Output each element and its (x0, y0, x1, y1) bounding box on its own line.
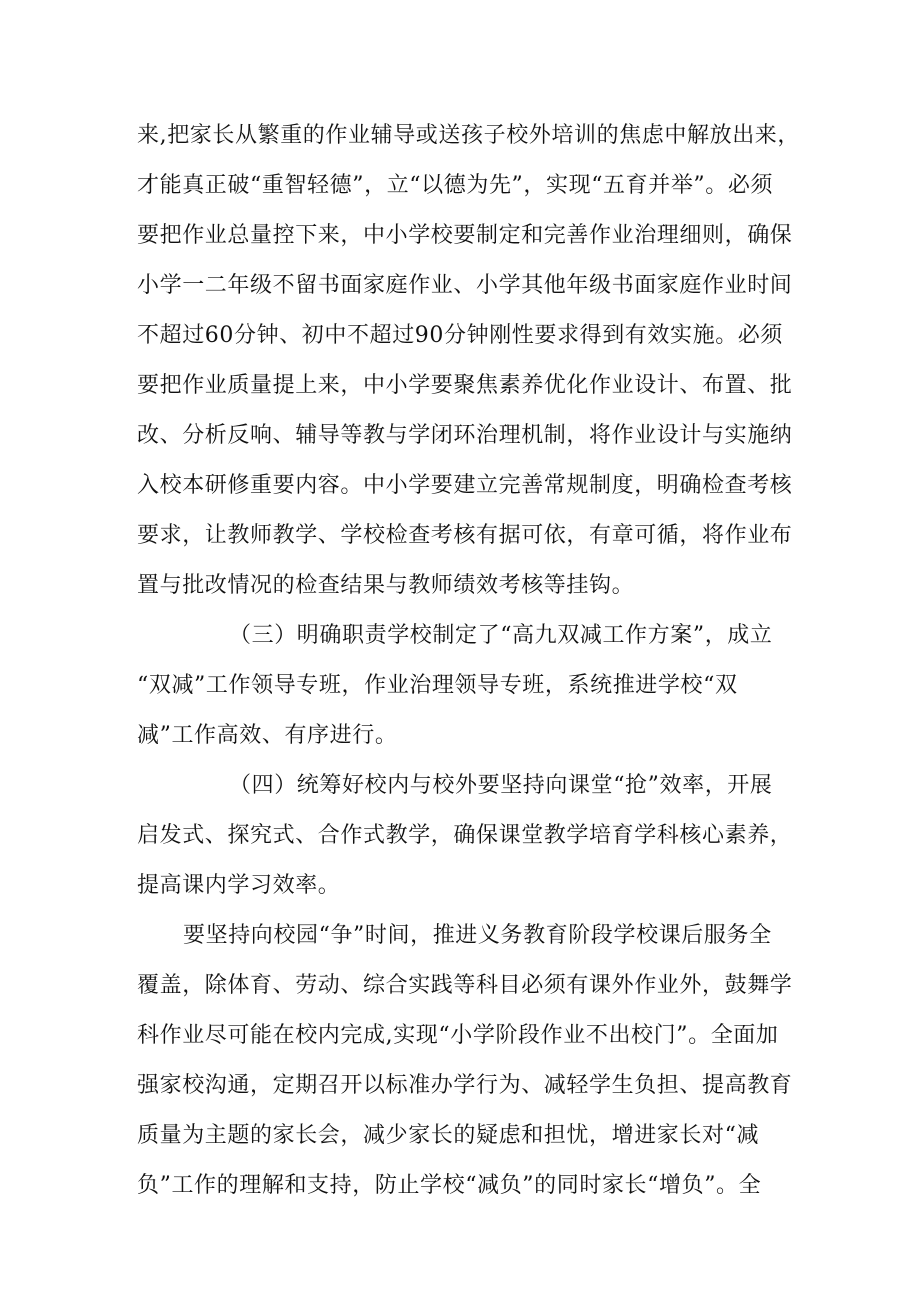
text-line: 提高课内学习效率。 (137, 873, 341, 898)
text-line: 改、分析反响、辅导等教与学闭环治理机制，将作业设计与实施纳 (137, 423, 793, 448)
text-line: 才能真正破“重智轻德”，立“以德为先”，实现“五育并举”。必须 (137, 173, 774, 198)
text-line: “双减”工作领导专班，作业治理领导专班，系统推进学校“双 (137, 673, 738, 698)
text-line: 启发式、探究式、合作式教学，确保课堂教学培育学科核心素养， (137, 823, 793, 848)
text-line: 不超过60分钟、初中不超过90分钟刚性要求得到有效实施。必须 (137, 323, 783, 348)
text-line: 科作业尽可能在校内完成,实现“小学阶段作业不出校门”。全面加 (137, 1023, 779, 1048)
section-heading-4: （四）统筹好校内与校外要坚持向课堂“抢”效率，开展 (229, 773, 773, 798)
text-line: 小学一二年级不留书面家庭作业、小学其他年级书面家庭作业时间 (137, 273, 793, 298)
text-line: 强家校沟通，定期召开以标准办学行为、减轻学生负担、提高教育 (137, 1073, 793, 1098)
text-line: 质量为主题的家长会，减少家长的疑虑和担忧，增进家长对“减 (137, 1123, 760, 1148)
text-line: 要把作业质量提上来，中小学要聚焦素养优化作业设计、布置、批 (137, 373, 793, 398)
text-line: 入校本研修重要内容。中小学要建立完善常规制度，明确检查考核 (137, 473, 793, 498)
text-line: 置与批改情况的检查结果与教师绩效考核等挂钩。 (137, 573, 635, 598)
text-line: 要把作业总量控下来，中小学校要制定和完善作业治理细则，确保 (137, 223, 793, 248)
text-line: 覆盖，除体育、劳动、综合实践等科目必须有课外作业外，鼓舞学 (137, 973, 793, 998)
section-heading-3: （三）明确职责学校制定了“高九双减工作方案”，成立 (229, 623, 773, 648)
text-line: 要求，让教师教学、学校检查考核有据可依，有章可循，将作业布 (137, 523, 793, 548)
text-line: 来,把家长从繁重的作业辅导或送孩子校外培训的焦虑中解放出来， (137, 123, 800, 148)
text-line: 减”工作高效、有序进行。 (137, 723, 398, 748)
text-line: 负”工作的理解和支持，防止学校“减负”的同时家长“增负”。全 (137, 1173, 762, 1198)
paragraph-start: 要坚持向校园“争”时间，推进义务教育阶段学校课后服务全 (183, 923, 772, 948)
